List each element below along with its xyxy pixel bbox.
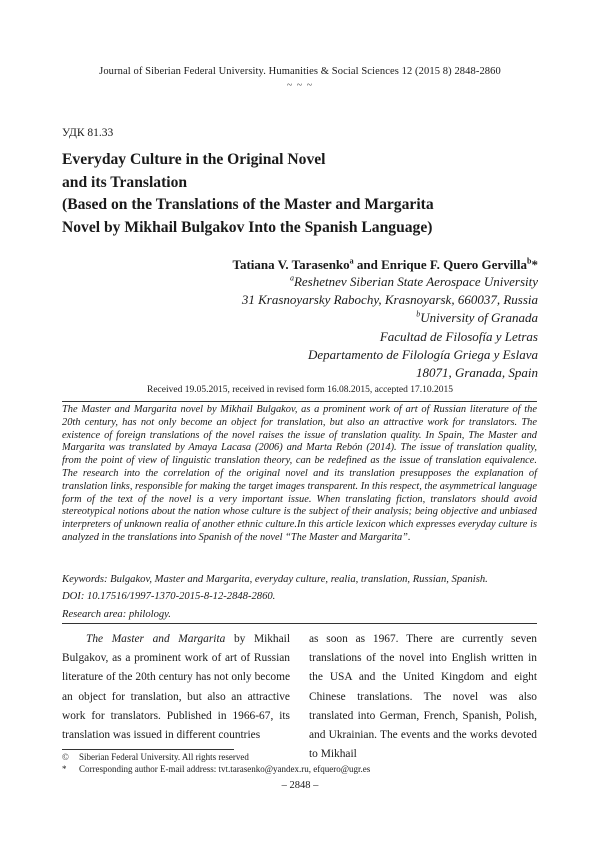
copyright-text: Siberian Federal University. All rights reserved xyxy=(79,752,249,762)
affiliation-b-sup: b xyxy=(416,310,421,320)
affiliation-a-line2: 31 Krasnoyarsky Rabochy, Krasnoyarsk, 660037, Russia xyxy=(241,292,538,308)
title-line: and its Translation xyxy=(62,173,188,191)
author-1-sup: a xyxy=(349,256,354,266)
corresponding-symbol: * xyxy=(62,764,67,774)
author-conjunction: and xyxy=(353,257,382,272)
page-number: – 2848 – xyxy=(281,780,319,791)
corresponding-text: Corresponding author E-mail address: tvt.tarasenko@yandex.ru, efquero@ugr.es xyxy=(79,764,371,774)
footnote-corresponding xyxy=(62,764,370,774)
body-text-left: by Mikhail Bulgakov, as a prominent work of art of Russian literature of the 20th century has not only become an object for translation, but also an attractive work for translators. Published in 1966-67, its translation was issued in different countries xyxy=(62,633,291,742)
title-line: Novel by Mikhail Bulgakov Into the Spanish Language) xyxy=(62,218,433,236)
research-area: Research area: philology. xyxy=(62,609,171,620)
doi: DOI: 10.17516/1997-1370-2015-8-12-2848-2860. xyxy=(62,591,276,602)
copyright-symbol: © xyxy=(62,752,69,762)
affiliation-a-sup: a xyxy=(289,273,294,283)
affiliation-b-line3: Departamento de Filología Griega y Eslava xyxy=(308,346,538,362)
author-1: Tatiana V. Tarasenko xyxy=(232,257,350,272)
affiliation-b-line4: 18071, Granada, Spain xyxy=(415,365,538,381)
abstract xyxy=(62,404,537,545)
affiliations xyxy=(242,273,538,382)
abstract-text: The Master and Margarita novel by Mikhail Bulgakov, as a prominent work of art of Russian literature of the 20th century, has not only become an object for translation, but also an attractive work for translators. The existence of foreign translations of the novel raises the issue of translation quality. In Spain, The Master and Margarita was translated by Amaya Lacasa (2006) and Marta Rebón (2014). The issue of translation quality, from the point of view of linguistic translation theory, can be redefined as the issue of translation equivalence. The research into the correlation of the original novel and its translation presupposes the explanation of translation links, responsible for making the target images transparent. In this respect, the asymmetrical language form of the text of the novel is a very important issue. When translating fiction, translators should avoid stereotypical notions about the nation whose culture is the subject of their analysis; being objective and unbiased interpreters of unknown realia of another ethnic culture.In this article lexicon which expresses everyday culture is analyzed in the translations into Spanish of the novel “The Master and Margarita”. xyxy=(62,404,537,543)
affiliation-b-line1 xyxy=(242,309,538,327)
affiliation-b-line2: Facultad de Filosofía y Letras xyxy=(379,328,538,344)
paper-title xyxy=(62,149,542,239)
body-column-left xyxy=(62,630,290,745)
author-2: Enrique F. Quero Gervilla xyxy=(381,257,528,272)
received-dates: Received 19.05.2015, received in revised form 16.08.2015, accepted 17.10.2015 xyxy=(146,385,454,395)
body-text-right: as soon as 1967. There are currently seven translations of the novel into English written in the USA and the United Kingdom and eight Chinese translations. The novel was also translated into German, French, Spanish, Polish, and Ukrainian. The events and the works devoted to Mikhail xyxy=(309,633,537,761)
title-line: (Based on the Translations of the Master and Margarita xyxy=(62,196,434,213)
affiliation-a-line1 xyxy=(242,273,538,291)
author-2-sup: b xyxy=(527,256,532,266)
affiliation-a-name: Reshetnev Siberian State Aerospace University xyxy=(293,274,538,289)
novel-title-italic: The Master and Margarita xyxy=(86,633,226,645)
keywords: Keywords: Bulgakov, Master and Margarita, everyday culture, realia, translation, Russian, Spanish. xyxy=(62,574,488,585)
abstract-bottom-rule xyxy=(62,623,537,624)
footnote-rule xyxy=(62,749,234,750)
footnote-copyright xyxy=(62,752,249,762)
authors xyxy=(232,257,538,273)
journal-header: Journal of Siberian Federal University. Humanities & Social Sciences 12 (2015 8) 2848-2860 xyxy=(99,66,501,77)
udc-code: УДК 81.33 xyxy=(62,127,114,139)
title-line: Everyday Culture in the Original Novel xyxy=(62,151,326,168)
abstract-top-rule xyxy=(62,401,537,402)
affiliation-b-name: University of Granada xyxy=(420,310,538,326)
body-paragraph xyxy=(62,630,290,745)
corresponding-star: * xyxy=(531,257,538,272)
header-ornament: ~ ~ ~ xyxy=(286,80,314,91)
body-column-right xyxy=(309,630,537,764)
